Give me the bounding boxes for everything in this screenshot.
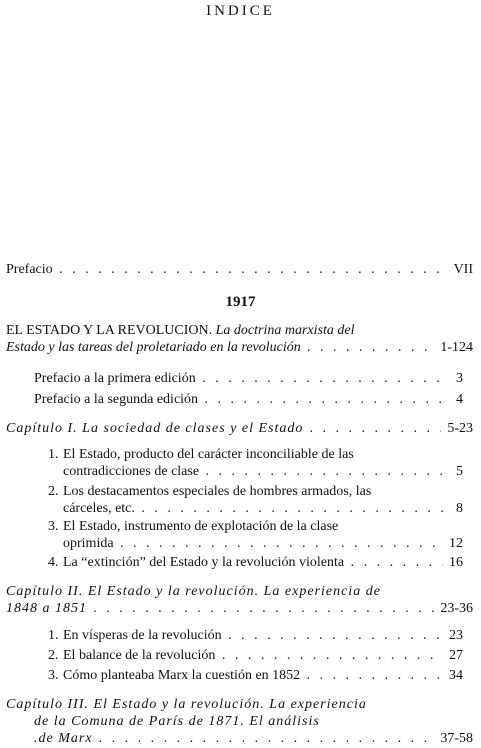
chapter-title-line1: Capítulo III. El Estado y la revolución. La experiencia [6,697,367,712]
toc-entry-ch2-item-3 [48,667,463,684]
work-subtitle-line1: La doctrina marxista del [215,323,355,338]
work-subtitle-line2: Estado y las tareas del proletariado en la revolución . . . [6,339,434,356]
chapter-title-line2: de la Comuna de París de 1871. El análisis [34,714,320,729]
item-page: 23 [449,628,463,643]
item-label-line2: contradicciones de clase . . . [63,463,450,480]
chapter-pages: 37-58 [440,731,473,746]
page-title: INDICE [206,3,275,19]
toc-entry-preface-1 [34,370,463,387]
entry-label: Prefacio . . . [6,261,448,278]
toc-entry-ch2-item-2 [48,647,463,664]
item-label: En vísperas de la revolución . . . [63,627,443,644]
item-number: 1. [48,447,59,462]
work-title-line2 [6,339,473,356]
toc-entry-ch2-item-1 [48,627,463,644]
item-number: 2. [48,648,59,663]
item-label: La “extinción” del Estado y la revolución violenta . . . [63,554,443,571]
item-page: 16 [449,555,463,570]
entry-page: VII [453,262,473,277]
item-label-line1: El Estado, producto del carácter inconciliable de las [63,447,354,462]
entry-page: 3 [456,371,463,386]
chapter-title: Capítulo I. La sociedad de clases y el Estado . . . [6,420,441,437]
item-label-line1: El Estado, instrumento de explotación de la clase [63,519,339,534]
item-label: Cómo planteaba Marx la cuestión en 1852 . . . [63,667,443,684]
toc-entry-preface-2 [34,391,463,408]
entry-page: 4 [456,392,463,407]
item-number: 4. [48,555,59,570]
item-number: 3. [48,668,59,683]
item-number: 2. [48,484,59,499]
entry-label: Prefacio a la segunda edición . . . [34,391,450,408]
item-label-line1: Los destacamentos especiales de hombres armados, las [63,484,372,499]
toc-entry-prefacio [6,261,473,278]
toc-entry-ch1-item-4 [48,554,463,571]
item-page: 27 [449,648,463,663]
chapter-title-line2: 1848 a 1851 . . . [6,600,434,617]
item-page: 34 [449,668,463,683]
toc-entry-ch1-item-3 [48,518,463,552]
toc-entry-work [6,322,473,356]
item-label: El balance de la revolución . . . [63,647,443,664]
item-page: 8 [456,501,463,516]
chapter-pages: 23-36 [440,601,473,616]
item-label-line2: cárceles, etc. . . . [63,500,450,517]
item-page: 5 [456,464,463,479]
work-title: EL ESTADO Y LA REVOLUCION. [6,323,213,338]
item-number: 3. [48,519,59,534]
toc-entry-ch1-item-1 [48,446,463,480]
toc-entry-chapter-1 [6,420,473,437]
toc-entry-ch1-item-2 [48,483,463,517]
entry-label: Prefacio a la primera edición . . . [34,370,450,387]
chapter-title-line1: Capítulo II. El Estado y la revolución. La experiencia de [6,584,381,599]
item-page: 12 [449,536,463,551]
chapter-title-line3: .de Marx . . . [34,730,434,747]
chapter-pages: 5-23 [447,421,473,436]
work-title-line1 [6,322,414,339]
work-pages: 1-124 [440,340,473,355]
toc-entry-chapter-2 [6,583,473,617]
year-heading: 1917 [225,294,256,310]
toc-entry-chapter-3 [6,696,473,747]
item-label-line2: oprimida . . . [63,535,443,552]
item-number: 1. [48,628,59,643]
